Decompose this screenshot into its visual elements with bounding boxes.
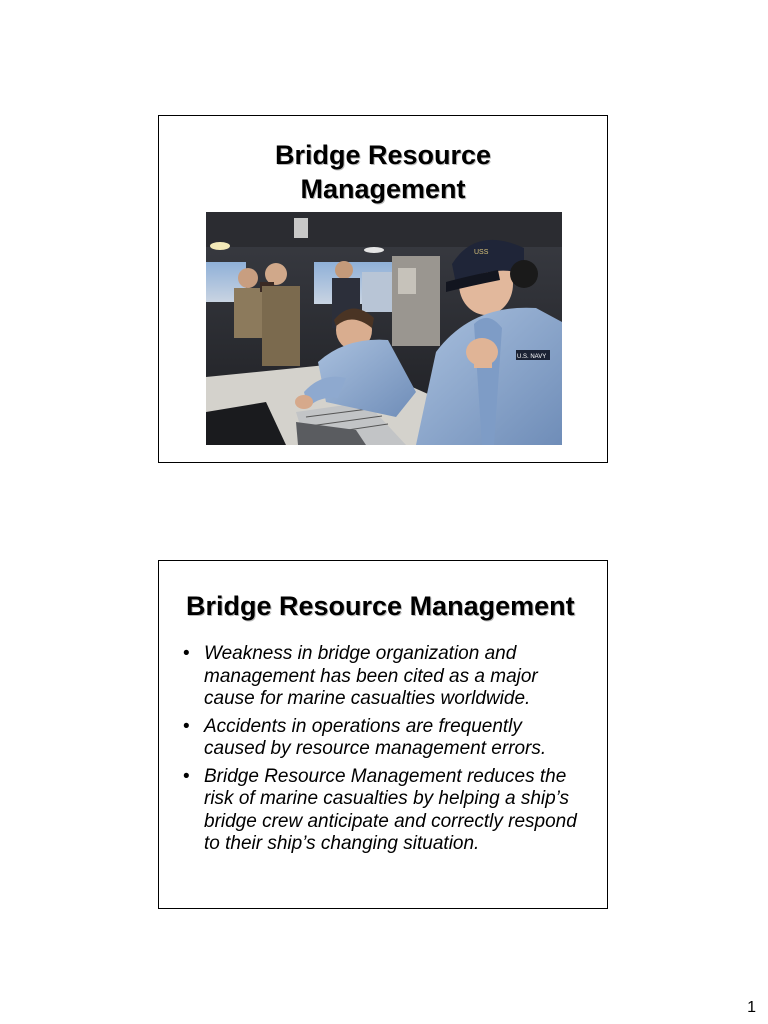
bullet-icon: • bbox=[183, 643, 190, 664]
bullet-text: Accidents in operations are frequently caused by resource management errors. bbox=[204, 715, 547, 759]
bullet-item bbox=[183, 716, 583, 761]
bullet-item bbox=[183, 643, 583, 711]
bullet-text: Weakness in bridge organization and management has been cited as a major cause for marine casualties worldwide. bbox=[204, 643, 538, 709]
svg-text:USS: USS bbox=[474, 249, 489, 256]
bullet-item bbox=[183, 766, 583, 856]
slide-2 bbox=[158, 560, 608, 909]
bullet-icon: • bbox=[183, 715, 190, 737]
slide-1-title bbox=[159, 138, 607, 206]
bridge-crew-illustration bbox=[206, 212, 562, 445]
navy-patch-text: U.S. NAVY bbox=[517, 354, 547, 360]
bullet-list bbox=[183, 643, 583, 861]
page-number: 1 bbox=[747, 999, 756, 1016]
slide-1-title-line-2: Management bbox=[300, 174, 466, 204]
slide-1 bbox=[158, 115, 608, 463]
bullet-text: Bridge Resource Management reduces the risk of marine casualties by helping a ship’s bridge crew anticipate and correctly respond to their ship’s changing situation. bbox=[204, 765, 577, 854]
bullet-icon: • bbox=[183, 765, 190, 787]
bridge-crew-photo bbox=[206, 212, 562, 445]
slide-1-title-line-1: Bridge Resource bbox=[274, 140, 492, 170]
slide-2-title: Bridge Resource Management bbox=[186, 591, 575, 621]
